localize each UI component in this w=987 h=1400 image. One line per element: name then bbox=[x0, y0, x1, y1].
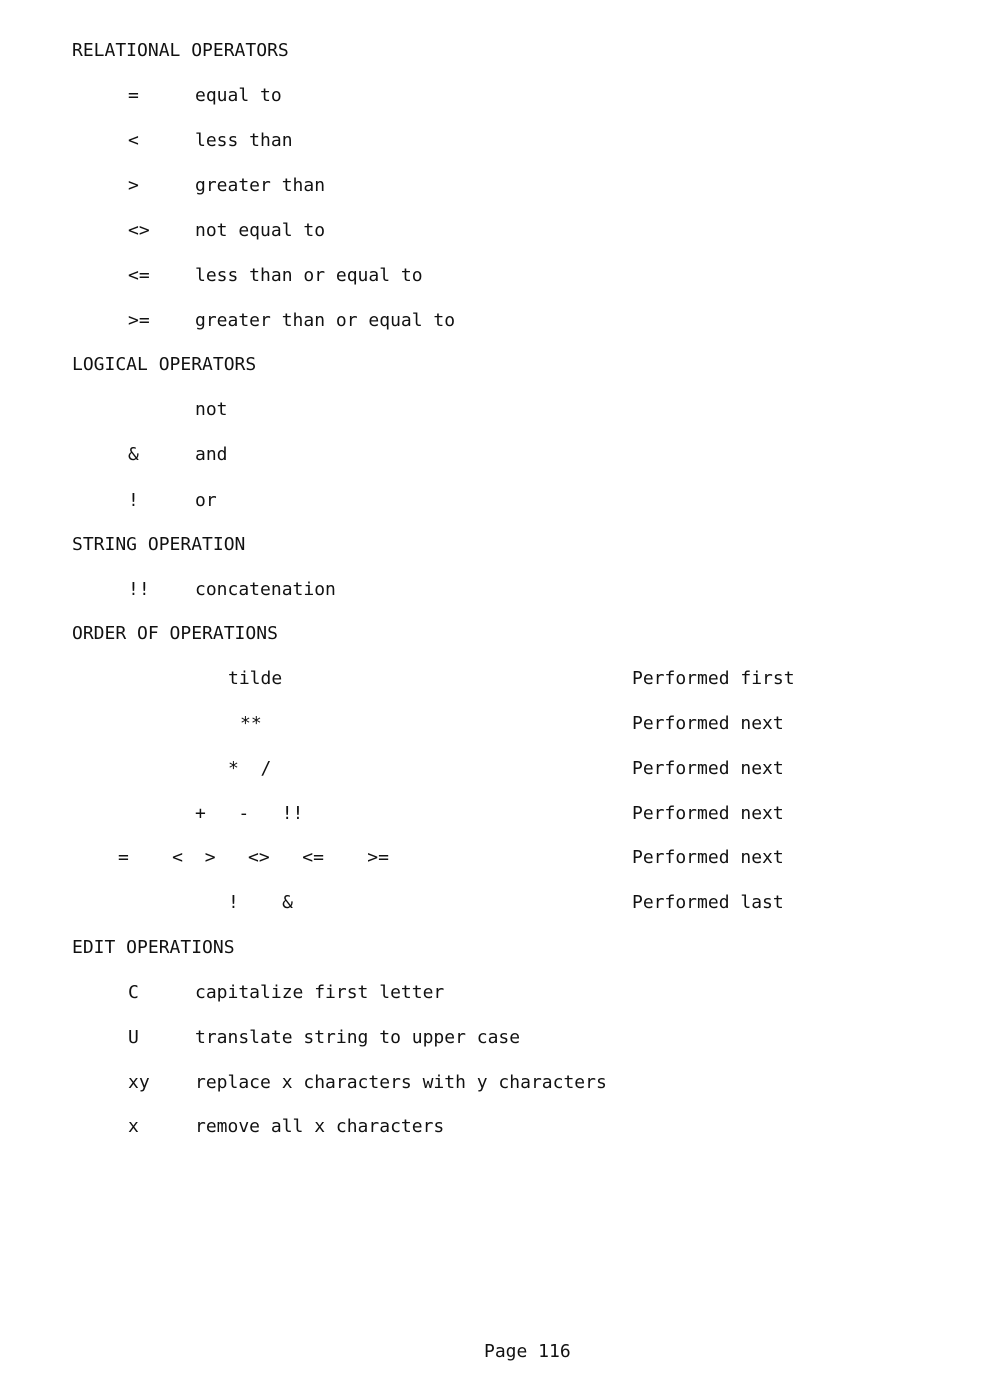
section-heading-logical: LOGICAL OPERATORS bbox=[72, 354, 257, 375]
logical-symbol: ! bbox=[128, 490, 139, 511]
relational-desc: greater than or equal to bbox=[195, 310, 456, 331]
order-ops: * / bbox=[228, 758, 272, 779]
section-heading-string: STRING OPERATION bbox=[72, 534, 246, 555]
order-note: Performed last bbox=[632, 892, 784, 913]
relational-symbol: <> bbox=[128, 220, 150, 241]
relational-symbol: <= bbox=[128, 265, 150, 286]
relational-symbol: = bbox=[128, 85, 139, 106]
edit-desc: capitalize first letter bbox=[195, 982, 445, 1003]
section-heading-relational: RELATIONAL OPERATORS bbox=[72, 40, 289, 61]
edit-desc: replace x characters with y characters bbox=[195, 1072, 607, 1093]
order-ops: = < > <> <= >= bbox=[118, 847, 389, 868]
edit-symbol: x bbox=[128, 1116, 139, 1137]
relational-desc: equal to bbox=[195, 85, 282, 106]
relational-desc: greater than bbox=[195, 175, 326, 196]
edit-desc: remove all x characters bbox=[195, 1116, 445, 1137]
string-symbol: !! bbox=[128, 579, 150, 600]
logical-symbol: & bbox=[128, 444, 139, 465]
order-note: Performed first bbox=[632, 668, 795, 689]
order-note: Performed next bbox=[632, 847, 784, 868]
logical-desc: not bbox=[195, 399, 228, 420]
order-ops: ** bbox=[240, 713, 262, 734]
relational-symbol: < bbox=[128, 130, 139, 151]
order-note: Performed next bbox=[632, 803, 784, 824]
relational-desc: less than bbox=[195, 130, 293, 151]
order-note: Performed next bbox=[632, 713, 784, 734]
edit-symbol: xy bbox=[128, 1072, 150, 1093]
order-ops: + - !! bbox=[195, 803, 304, 824]
edit-desc: translate string to upper case bbox=[195, 1027, 521, 1048]
logical-desc: and bbox=[195, 444, 228, 465]
order-ops: tilde bbox=[228, 668, 283, 689]
relational-desc: not equal to bbox=[195, 220, 326, 241]
section-heading-order: ORDER OF OPERATIONS bbox=[72, 623, 278, 644]
relational-symbol: >= bbox=[128, 310, 150, 331]
section-heading-edit: EDIT OPERATIONS bbox=[72, 937, 235, 958]
relational-symbol: > bbox=[128, 175, 139, 196]
relational-desc: less than or equal to bbox=[195, 265, 423, 286]
page-number: Page 116 bbox=[484, 1341, 571, 1362]
order-note: Performed next bbox=[632, 758, 784, 779]
edit-symbol: U bbox=[128, 1027, 139, 1048]
string-desc: concatenation bbox=[195, 579, 336, 600]
edit-symbol: C bbox=[128, 982, 139, 1003]
logical-desc: or bbox=[195, 490, 217, 511]
order-ops: ! & bbox=[228, 892, 294, 913]
